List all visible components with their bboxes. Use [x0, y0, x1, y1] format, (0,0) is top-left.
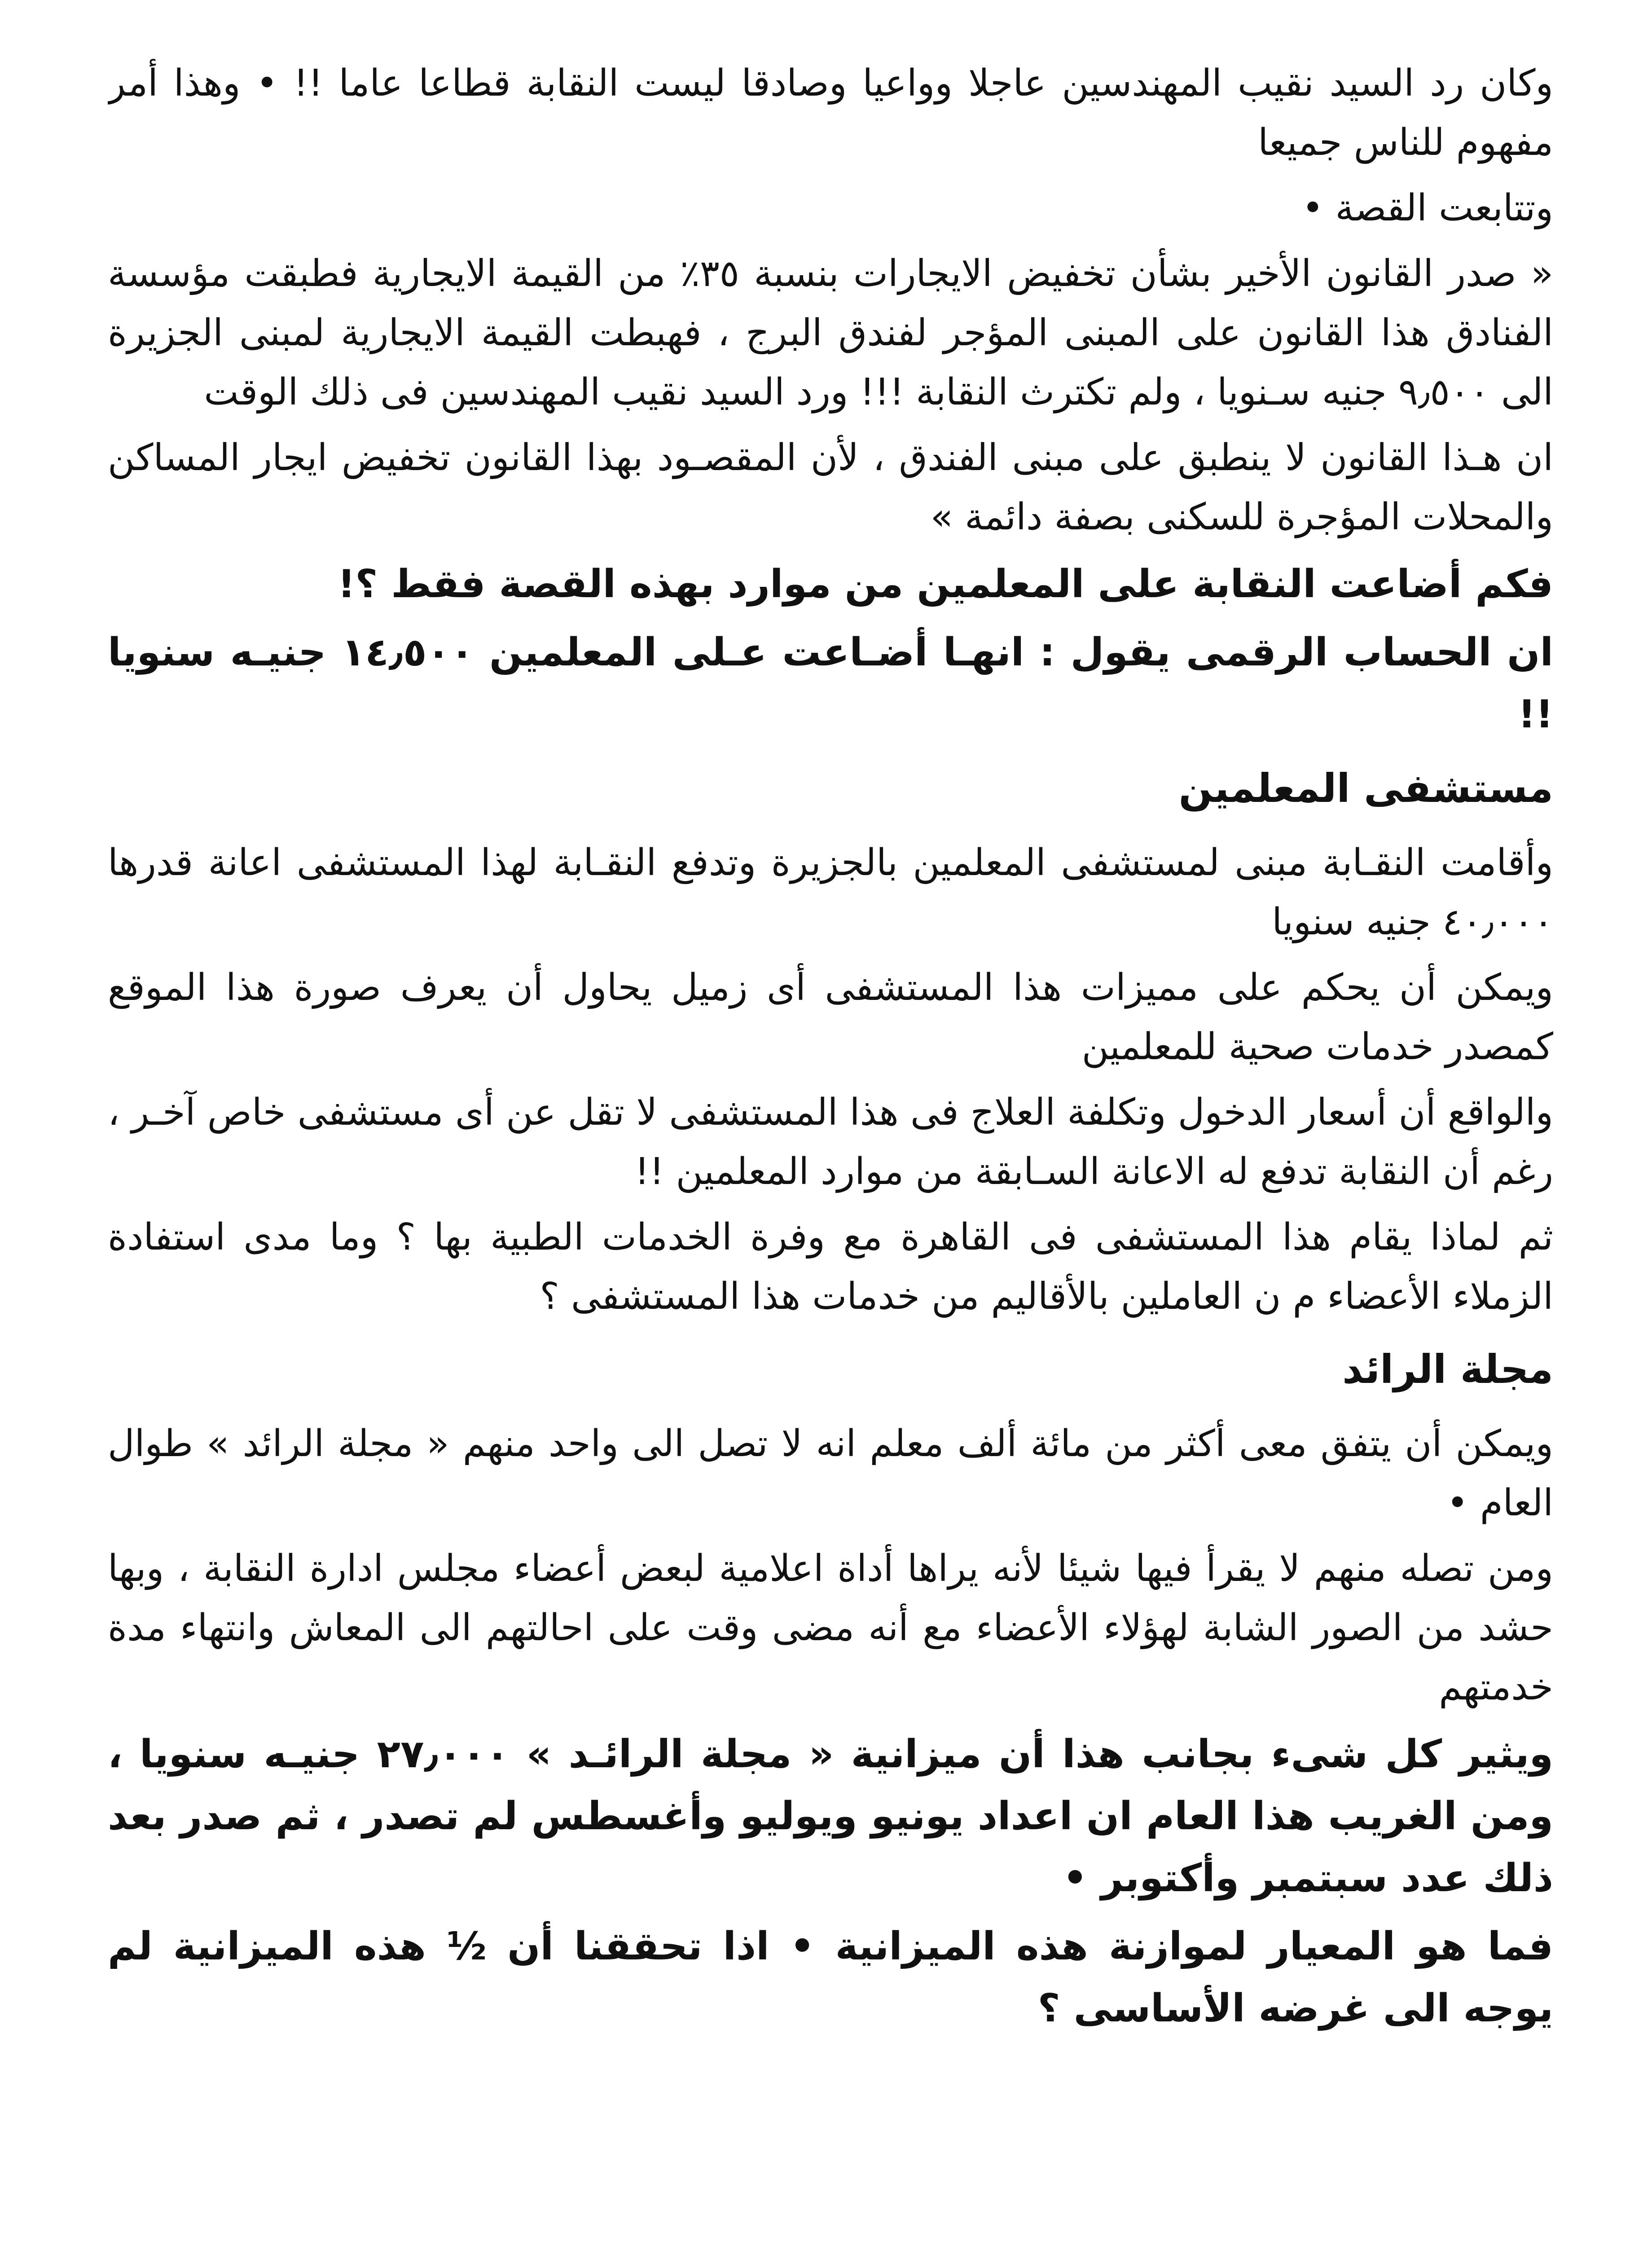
paragraph: ويمكن أن يحكم على مميزات هذا المستشفى أى زميل يحاول أن يعرف صورة هذا الموقع كمصدر خدمات صحية للمعلمين [108, 966, 1553, 1068]
bold-paragraph: فكم أضاعت النقابة على المعلمين من موارد بهذه القصة فقط ؟! [338, 562, 1553, 607]
paragraph: ومن تصله منهم لا يقرأ فيها شيئا لأنه يراها أداة اعلامية لبعض أعضاء مجلس ادارة النقابة ، وبها حشد من الصور الشابة لهؤلاء الأعضاء مع أنه مضى وقت على احالتهم الى المعاش وانتهاء مدة خدمتهم [108, 1547, 1553, 1708]
paragraph: وكان رد السيد نقيب المهندسين عاجلا وواعيا وصادقا ليست النقابة قطاعا عاما !! • وهذا أمر مفهوم للناس جميعا [108, 62, 1553, 164]
bold-paragraph: فما هو المعيار لموازنة هذه الميزانية • اذا تحققنا أن ½ هذه الميزانية لم يوجه الى غرضه الأساسى ؟ [108, 1924, 1553, 2031]
bold-paragraph: ويثير كل شىء بجانب هذا أن ميزانية « مجلة الرائـد » ٢٧٫٠٠٠ جنيـه سنويا ، ومن الغريب هذا العام ان اعداد يونيو ويوليو وأغسطس لم تصدر ، ثم صدر بعد ذلك عدد سبتمبر وأكتوبر • [108, 1732, 1553, 1901]
paragraph: « صدر القانون الأخير بشأن تخفيض الايجارات بنسبة ٣٥٪ من القيمة الايجارية فطبقت مؤسسة الفنادق هذا القانون على المبنى المؤجر لفندق البرج ، فهبطت القيمة الايجارية لمبنى الجزيرة الى ٩٫٥٠٠ جنيه سـنويا ، ولم تكترث النقابة !!! ورد السيد نقيب المهندسين فى ذلك الوقت [108, 252, 1553, 414]
section-heading: مجلة الرائد [1342, 1346, 1553, 1392]
document-page [108, 54, 1553, 2245]
paragraph: ان هـذا القانون لا ينطبق على مبنى الفندق ، لأن المقصـود بهذا القانون تخفيض ايجار المساكن والمحلات المؤجرة للسكنى بصفة دائمة » [108, 436, 1553, 538]
paragraph: ثم لماذا يقام هذا المستشفى فى القاهرة مع وفرة الخدمات الطبية بها ؟ وما مدى استفادة الزملاء الأعضاء م ن العاملين بالأقاليم من خدمات هذا المستشفى ؟ [108, 1216, 1553, 1318]
paragraph: والواقع أن أسعار الدخول وتكلفة العلاج فى هذا المستشفى لا تقل عن أى مستشفى خاص آخـر ، رغم أن النقابة تدفع له الاعانة السـابقة من موارد المعلمين !! [108, 1091, 1553, 1193]
paragraph: وتتابعت القصة • [1302, 187, 1553, 229]
section-heading: مستشفى المعلمين [1178, 765, 1553, 811]
paragraph: وأقامت النقـابة مبنى لمستشفى المعلمين بالجزيرة وتدفع النقـابة لهذا المستشفى اعانة قدرها ٤٠٫٠٠٠ جنيه سنويا [108, 841, 1553, 943]
bold-paragraph: ان الحساب الرقمى يقول : انهـا أضـاعت عـلى المعلمين ١٤٫٥٠٠ جنيـه سنويا !! [108, 630, 1553, 737]
paragraph: ويمكن أن يتفق معى أكثر من مائة ألف معلم انه لا تصل الى واحد منهم « مجلة الرائد » طوال العام • [108, 1422, 1553, 1524]
